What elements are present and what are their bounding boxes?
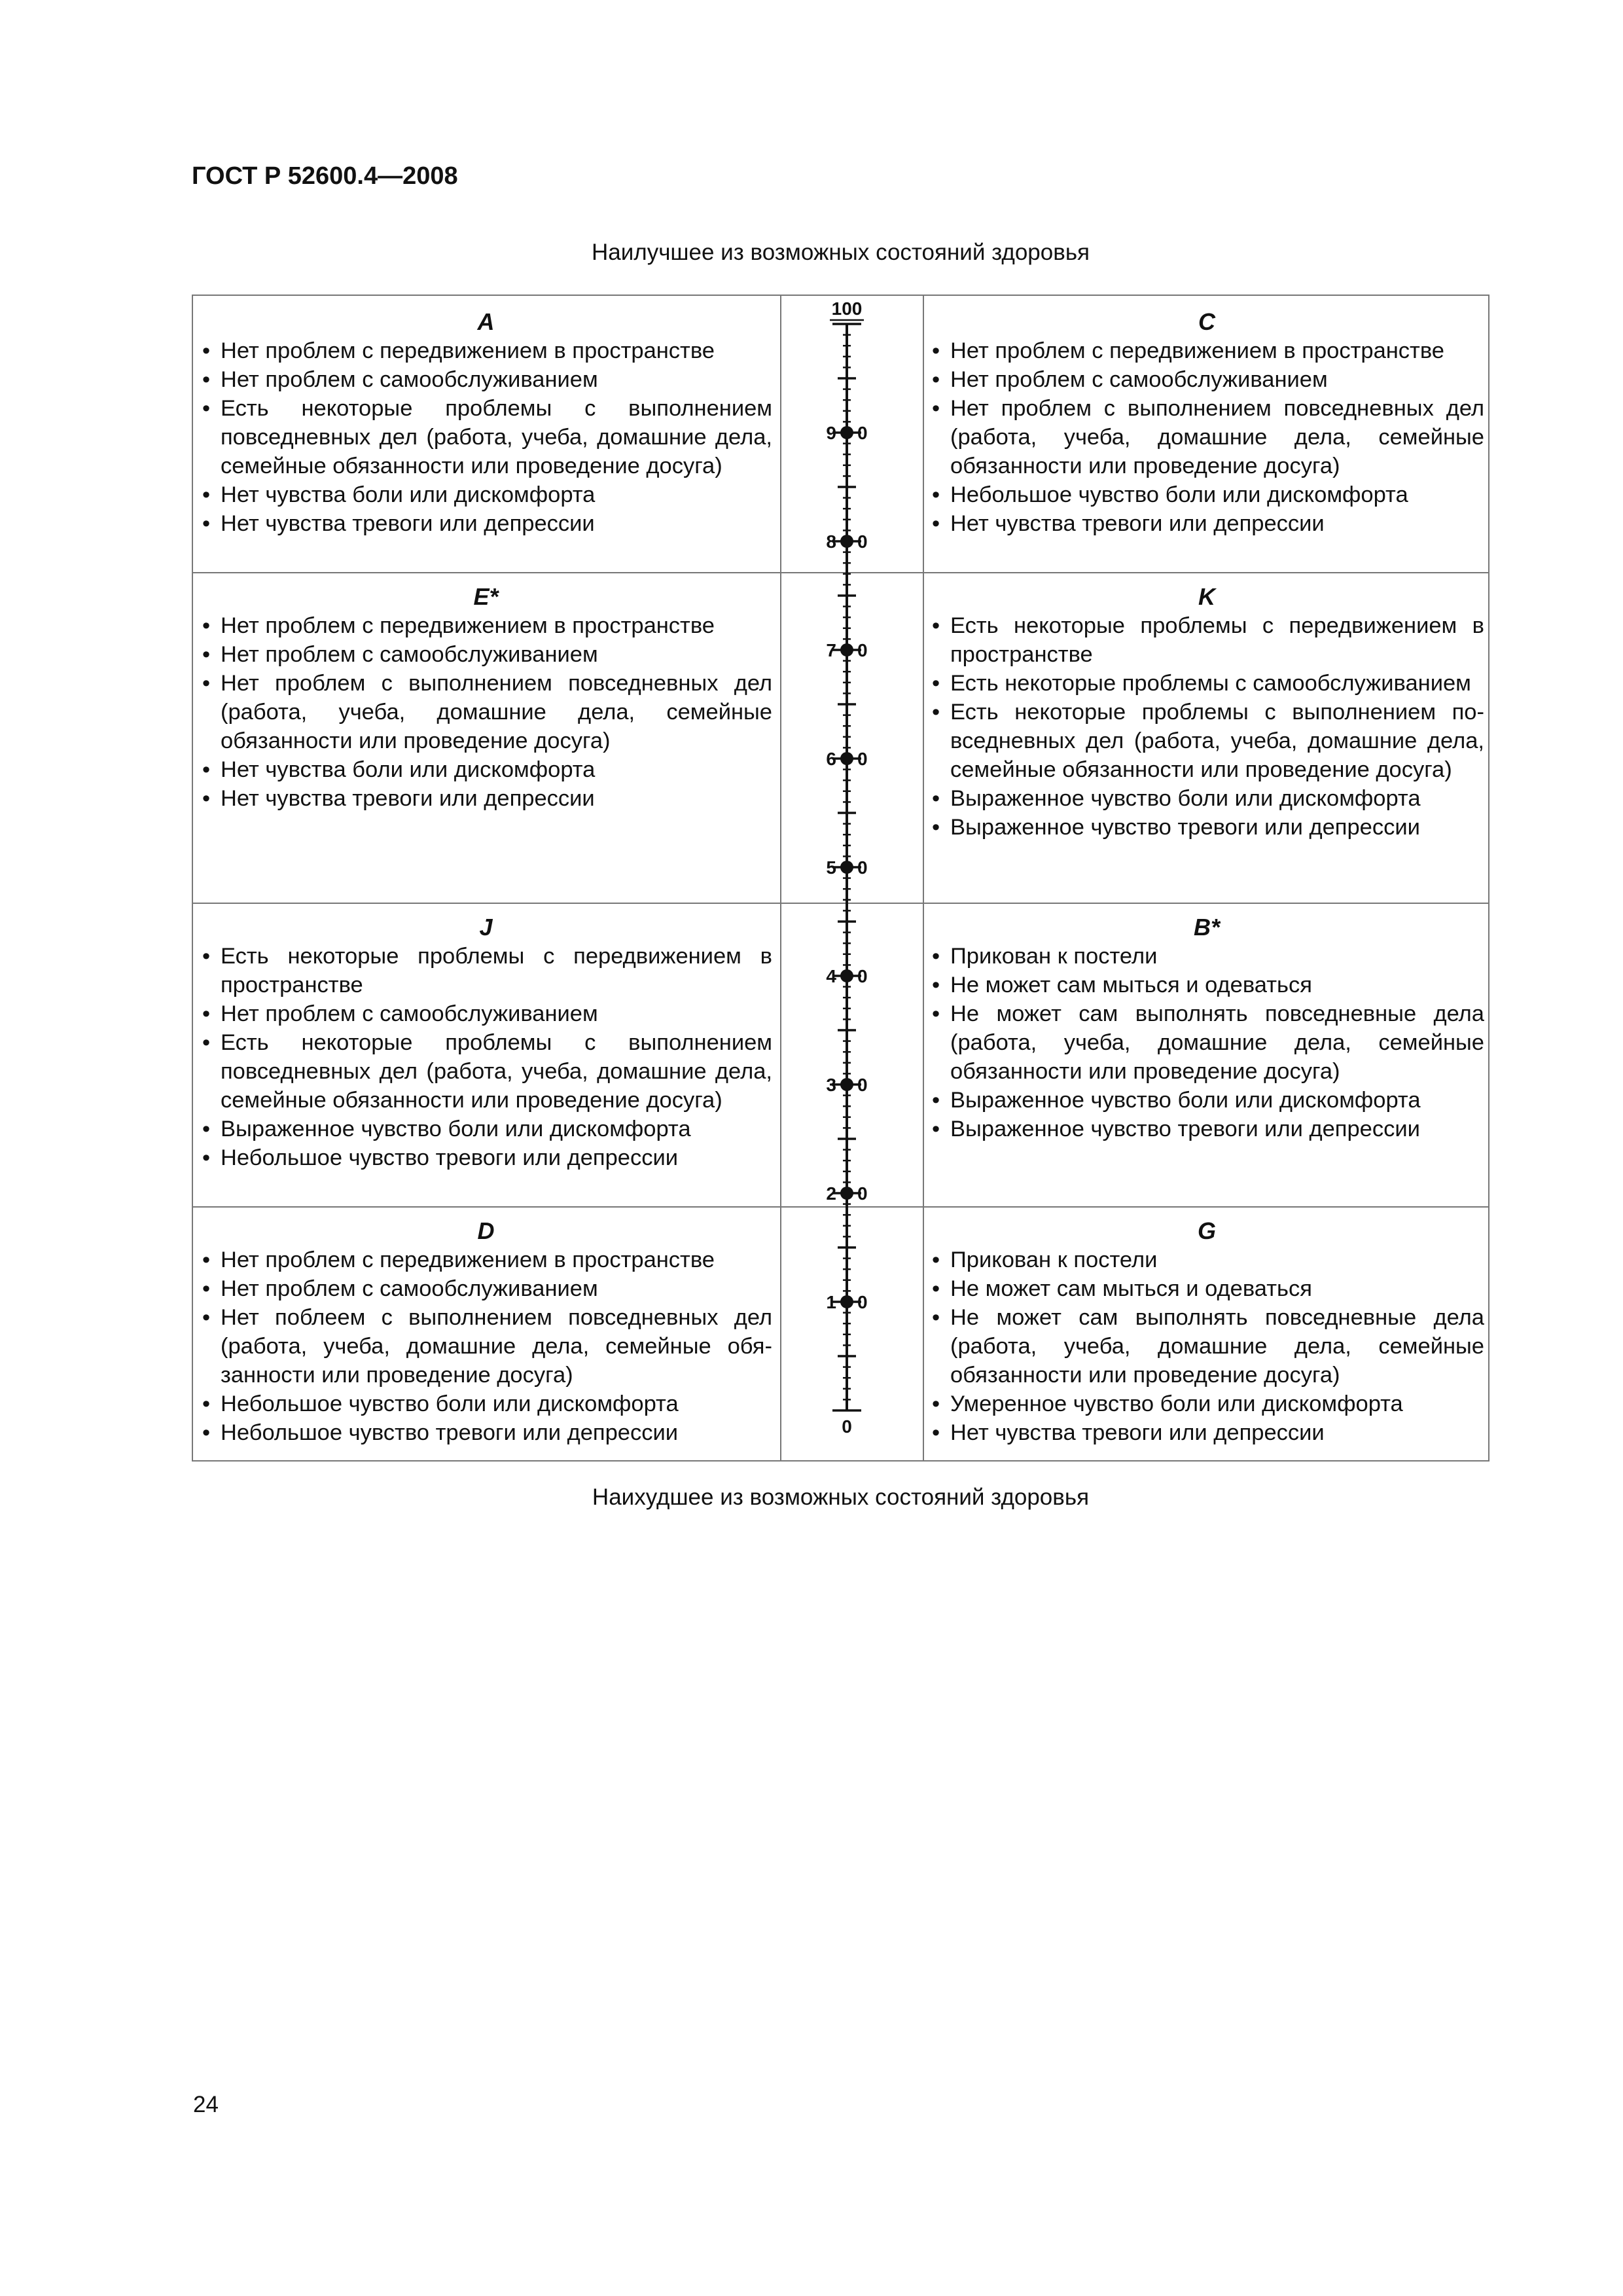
state-title: E* (473, 583, 499, 610)
list-item: • Не может сам мыться и одеваться (929, 971, 1484, 999)
page-number: 24 (193, 2092, 219, 2117)
state-list (200, 1246, 772, 1447)
scale-label: 3 (826, 1075, 836, 1095)
list-item: • Небольшое чувство боли или дискомфорта (929, 480, 1484, 509)
scale-label: 9 (826, 423, 836, 443)
caption-best-health: Наилучшее из возможных состояний здоровья (591, 240, 1090, 265)
state-title: C (1198, 308, 1215, 335)
health-thermometer-scale (780, 295, 923, 1462)
list-item: • Выраженное чувство боли или дискомфорта (929, 784, 1484, 813)
state-cell-j (200, 913, 772, 1172)
list-item: • Нет чувства тревоги или депрессии (929, 1418, 1484, 1447)
state-list (200, 942, 772, 1172)
scale-label: 5 (826, 857, 836, 878)
list-item: • Умеренное чувство боли или дискомфорта (929, 1390, 1484, 1418)
column-divider (923, 296, 924, 1460)
state-cell-g (929, 1217, 1484, 1447)
list-item: • Не может сам выполнять повседневные дела (работа, учеба, домашние дела, семейные обязанности или проведение досуга) (929, 1303, 1484, 1390)
list-item: • Есть некоторые проблемы с передвижением в пространстве (200, 942, 772, 999)
scale-marker (840, 969, 853, 982)
list-item: • Небольшое чувство тревоги или депрессии (200, 1143, 772, 1172)
list-item: • Выраженное чувство тревоги или депрессии (929, 813, 1484, 842)
state-cell-k (929, 583, 1484, 842)
list-item: • Не может сам выполнять повседневные дела (работа, учеба, домашние дела, семейные обязанности или проведение досуга) (929, 999, 1484, 1086)
state-title: K (1198, 583, 1215, 610)
list-item: • Небольшое чувство боли или дискомфорта (200, 1390, 772, 1418)
list-item: • Нет проблем с самообслуживанием (200, 999, 772, 1028)
list-item: • Нет чувства боли или дискомфорта (200, 480, 772, 509)
list-item: • Выраженное чувство боли или дискомфорта (929, 1086, 1484, 1115)
state-title: B* (1193, 914, 1220, 941)
list-item: • Выраженное чувство тревоги или депрессии (929, 1115, 1484, 1143)
list-item: • Нет проблем с выполнением повседневных дел (работа, учеба, домашние дела, семейные обязанности или проведение досуга) (929, 394, 1484, 480)
list-item: • Нет чувства тревоги или депрессии (200, 509, 772, 538)
list-item: • Прикован к постели (929, 1246, 1484, 1274)
list-item: • Нет чувства боли или дискомфорта (200, 755, 772, 784)
list-item: • Небольшое чувство тревоги или депрессии (200, 1418, 772, 1447)
scale-marker (840, 426, 853, 439)
scale-marker (840, 535, 853, 548)
state-cell-b (929, 913, 1484, 1143)
scale-label: 0 (857, 749, 868, 769)
scale-marker (840, 752, 853, 765)
list-item: • Выраженное чувство боли или дискомфорта (200, 1115, 772, 1143)
state-title: G (1197, 1217, 1216, 1244)
state-list (929, 942, 1484, 1143)
list-item: • Нет проблем с передвижением в пространстве (200, 611, 772, 640)
state-cell-a (200, 308, 772, 538)
state-list (200, 611, 772, 813)
scale-label: 100 (831, 298, 863, 319)
list-item: • Есть некоторые проблемы с передвижением в пространстве (929, 611, 1484, 669)
list-item: • Нет проблем с самообслуживанием (200, 365, 772, 394)
state-title: J (479, 914, 493, 941)
scale-label: 6 (826, 749, 836, 769)
list-item: • Нет проблем с передвижением в пространстве (200, 1246, 772, 1274)
state-cell-e (200, 583, 772, 813)
scale-label: 0 (857, 640, 868, 660)
scale-label: 0 (857, 423, 868, 443)
scale-label: 0 (857, 1183, 868, 1204)
scale-label: 0 (842, 1416, 852, 1437)
scale-marker (840, 1295, 853, 1308)
caption-worst-health: Наихудшее из возможных состояний здоровья (592, 1484, 1090, 1510)
scale-label: 0 (857, 1292, 868, 1312)
list-item: • Есть некоторые проблемы с самообслуживанием (929, 669, 1484, 698)
state-list (929, 1246, 1484, 1447)
state-list (929, 611, 1484, 842)
list-item: • Есть некоторые проблемы с выполнением повседневных дел (работа, учеба, домашние дела, семейные обязанности или проведение досуга) (200, 1028, 772, 1115)
list-item: • Нет чувства тревоги или депрессии (200, 784, 772, 813)
scale-label: 4 (826, 966, 836, 986)
scale-label: 0 (857, 857, 868, 878)
scale-label: 0 (857, 531, 868, 552)
state-list (200, 336, 772, 538)
list-item: • Не может сам мыться и одеваться (929, 1274, 1484, 1303)
document-header: ГОСТ Р 52600.4—2008 (192, 162, 458, 190)
state-list (929, 336, 1484, 538)
list-item: • Нет проблем с самообслуживанием (200, 640, 772, 669)
scale-label: 8 (826, 531, 836, 552)
scale-marker (840, 1078, 853, 1091)
list-item: • Нет поблеем с выполнением повседневных дел (работа, учеба, домашние дела, семейные обязанности или проведение досуга) (200, 1303, 772, 1390)
list-item: • Нет проблем с передвижением в пространстве (929, 336, 1484, 365)
list-item: • Нет проблем с самообслуживанием (929, 365, 1484, 394)
state-cell-d (200, 1217, 772, 1447)
scale-label: 0 (857, 1075, 868, 1095)
scale-marker (840, 643, 853, 656)
state-title: A (477, 308, 495, 335)
state-cell-c (929, 308, 1484, 538)
list-item: • Нет чувства тревоги или депрессии (929, 509, 1484, 538)
list-item: • Есть некоторые проблемы с выполнением повседневных дел (работа, учеба, домашние дела, семейные обязанности или проведение досуга) (200, 394, 772, 480)
scale-marker (840, 861, 853, 874)
scale-label: 7 (826, 640, 836, 660)
list-item: • Нет проблем с самообслуживанием (200, 1274, 772, 1303)
state-title: D (477, 1217, 495, 1244)
list-item: • Нет проблем с передвижением в пространстве (200, 336, 772, 365)
list-item: • Нет проблем с выполнением повседневных дел (работа, учеба, домашние дела, семейные обязанности или проведение досуга) (200, 669, 772, 755)
scale-label: 1 (826, 1292, 836, 1312)
scale-marker (840, 1187, 853, 1200)
scale-label: 0 (857, 966, 868, 986)
list-item: • Прикован к постели (929, 942, 1484, 971)
scale-label: 2 (826, 1183, 836, 1204)
list-item: • Есть некоторые проблемы с выполнением повседневных дел (работа, учеба, домашние дела, семейные обязанности или проведение досуга) (929, 698, 1484, 784)
